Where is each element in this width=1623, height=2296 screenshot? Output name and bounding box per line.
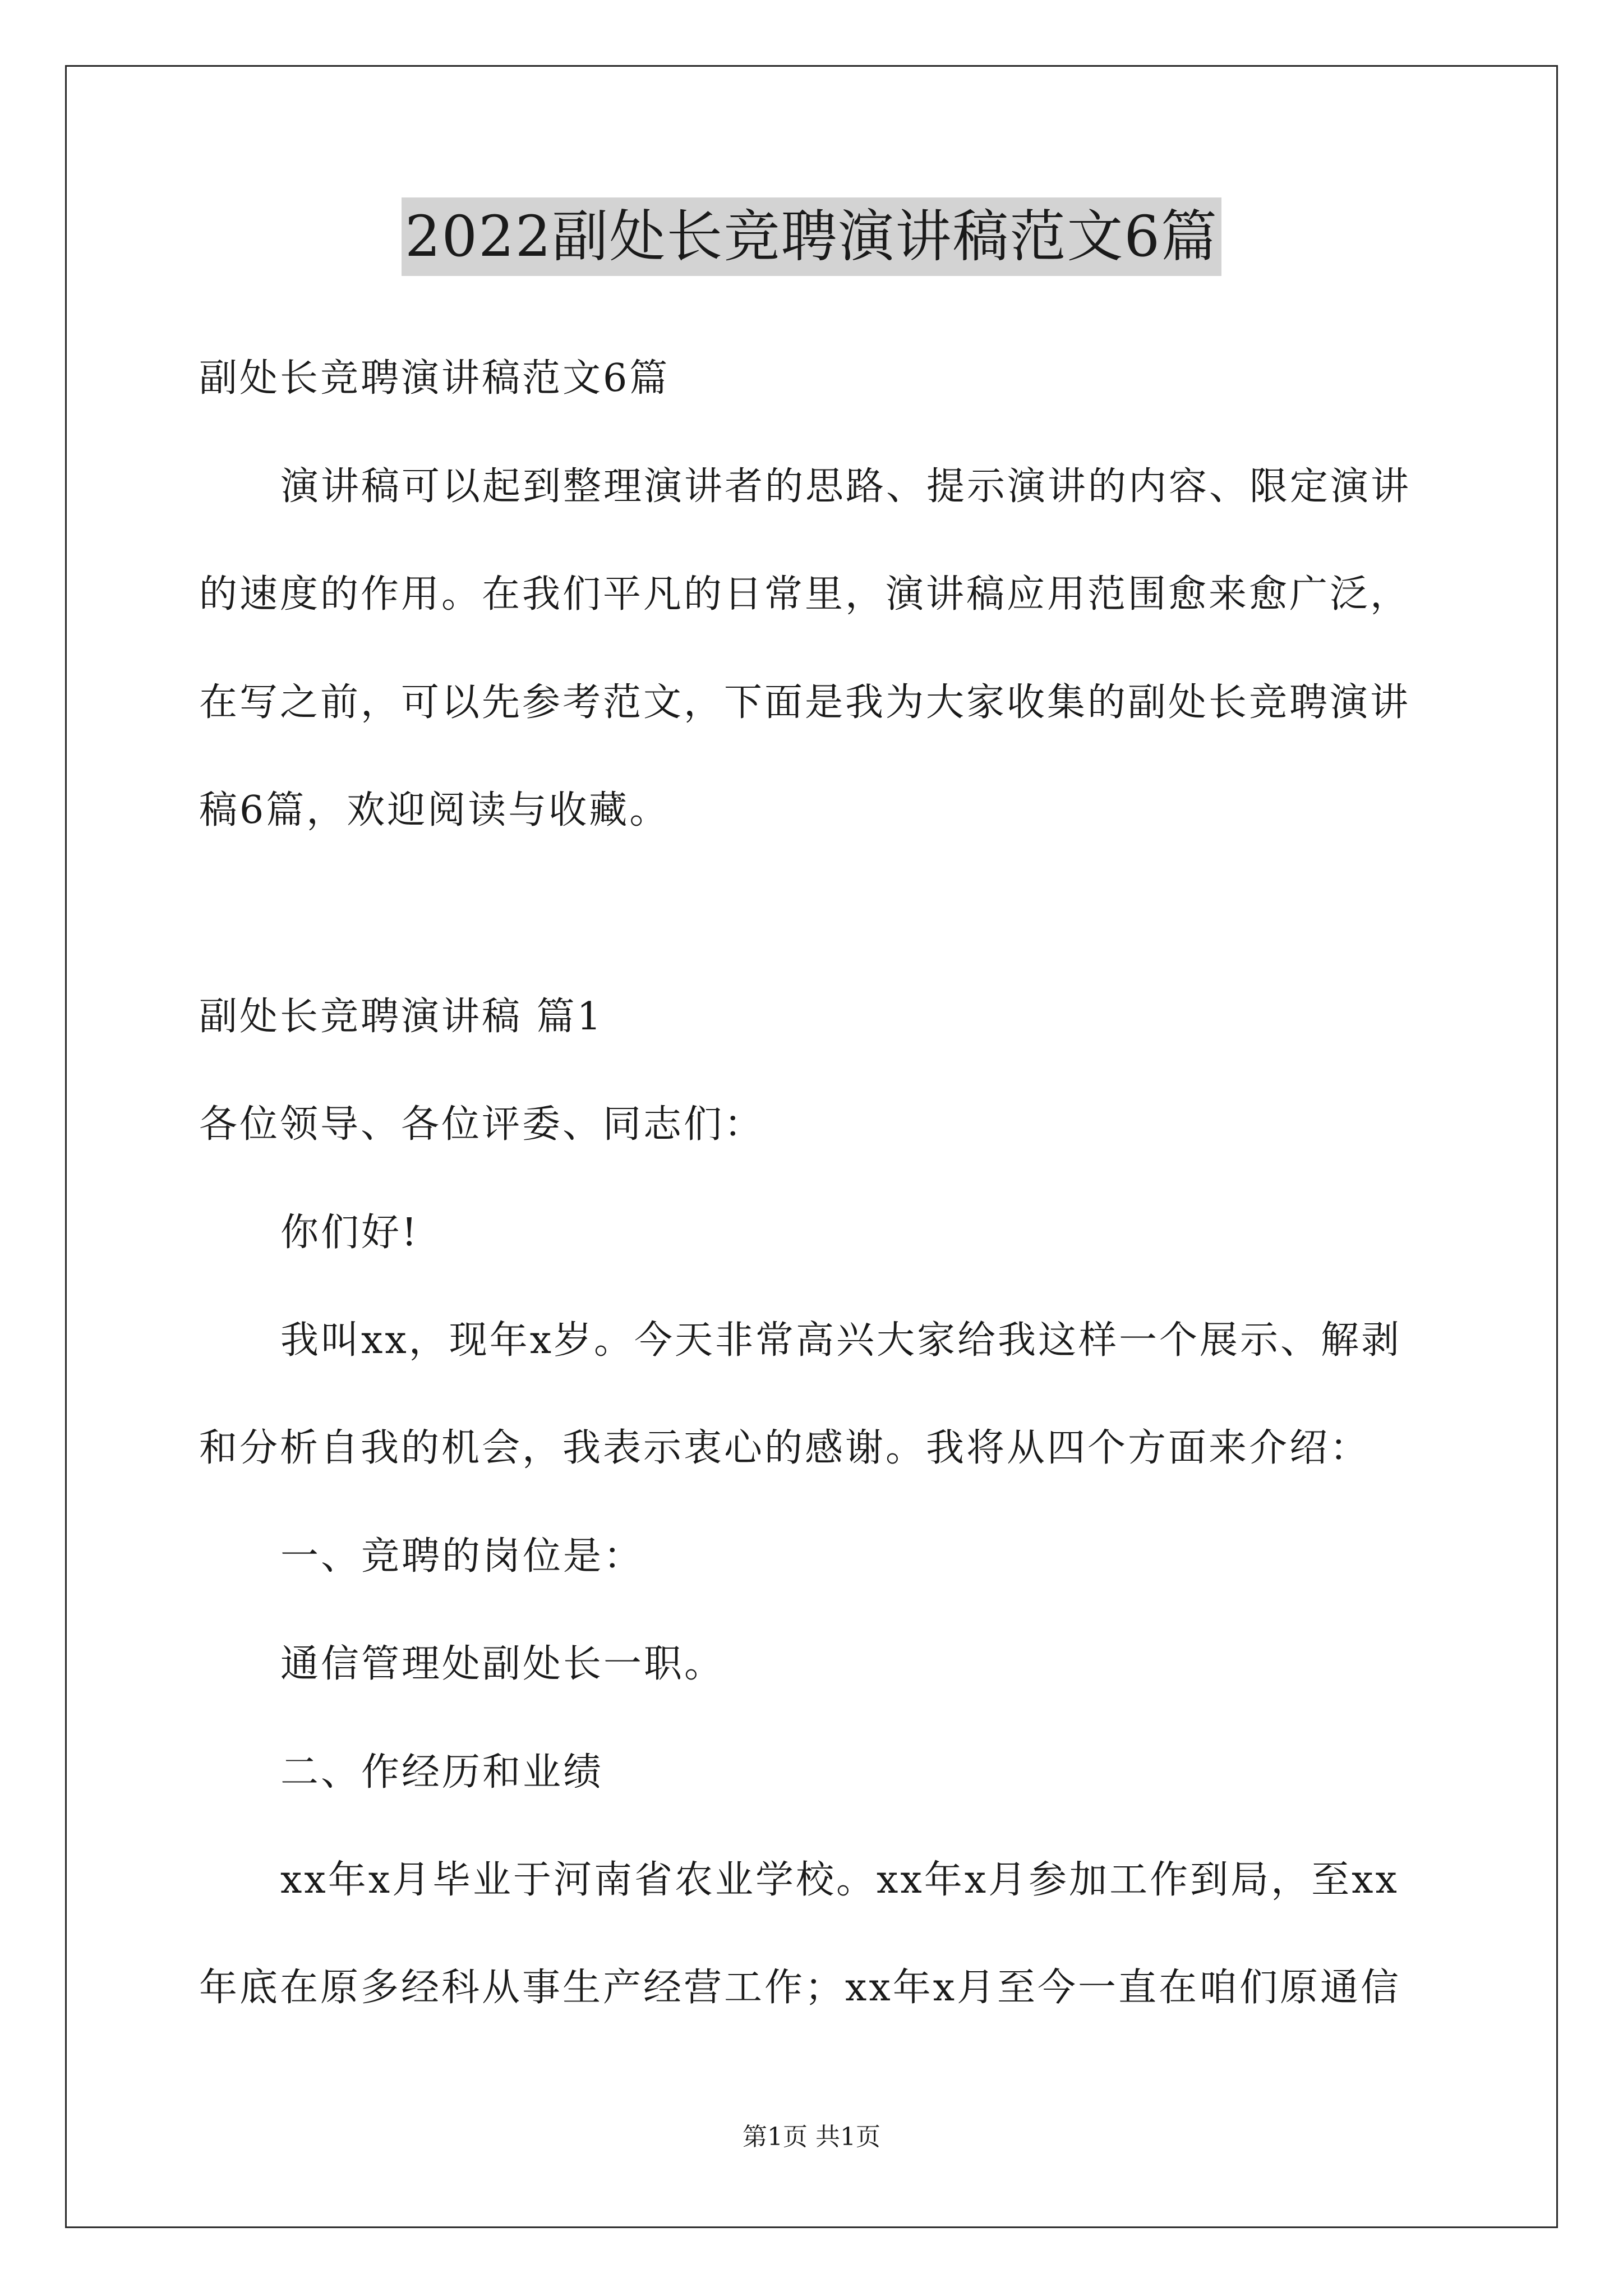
body-line-5: 二、作经历和业绩 — [280, 1750, 604, 1795]
intro-line-1: 演讲稿可以起到整理演讲者的思路、提示演讲的内容、限定演讲 — [280, 464, 1412, 509]
section-heading: 副处长竞聘演讲稿 篇1 — [199, 995, 603, 1039]
body-line-3: 一、竞聘的岗位是： — [280, 1534, 644, 1579]
document-title: 2022副处长竞聘演讲稿范文6篇 — [402, 197, 1221, 276]
body-line-7: 年底在原多经科从事生产经营工作；xx年x月至今一直在咱们原通信 — [199, 1966, 1401, 2010]
hello-line: 你们好! — [280, 1211, 419, 1255]
intro-line-4: 稿6篇，欢迎阅读与收藏。 — [199, 788, 670, 832]
greeting: 各位领导、各位评委、同志们： — [199, 1102, 765, 1147]
body-line-1: 我叫xx，现年x岁。今天非常高兴大家给我这样一个展示、解剥 — [280, 1318, 1402, 1363]
document-subtitle: 副处长竞聘演讲稿范文6篇 — [199, 356, 670, 401]
intro-line-2: 的速度的作用。在我们平凡的日常里，演讲稿应用范围愈来愈广泛， — [199, 572, 1411, 616]
title-wrap — [0, 197, 1623, 276]
body-line-2: 和分析自我的机会，我表示衷心的感谢。我将从四个方面来介绍： — [199, 1426, 1371, 1470]
body-line-4: 通信管理处副处长一职。 — [280, 1642, 725, 1686]
page-footer: 第1页 共1页 — [743, 2123, 880, 2151]
intro-line-3: 在写之前，可以先参考范文，下面是我为大家收集的副处长竞聘演讲 — [199, 680, 1411, 725]
body-line-6: xx年x月毕业于河南省农业学校。xx年x月参加工作到局，至xx — [280, 1858, 1399, 1902]
